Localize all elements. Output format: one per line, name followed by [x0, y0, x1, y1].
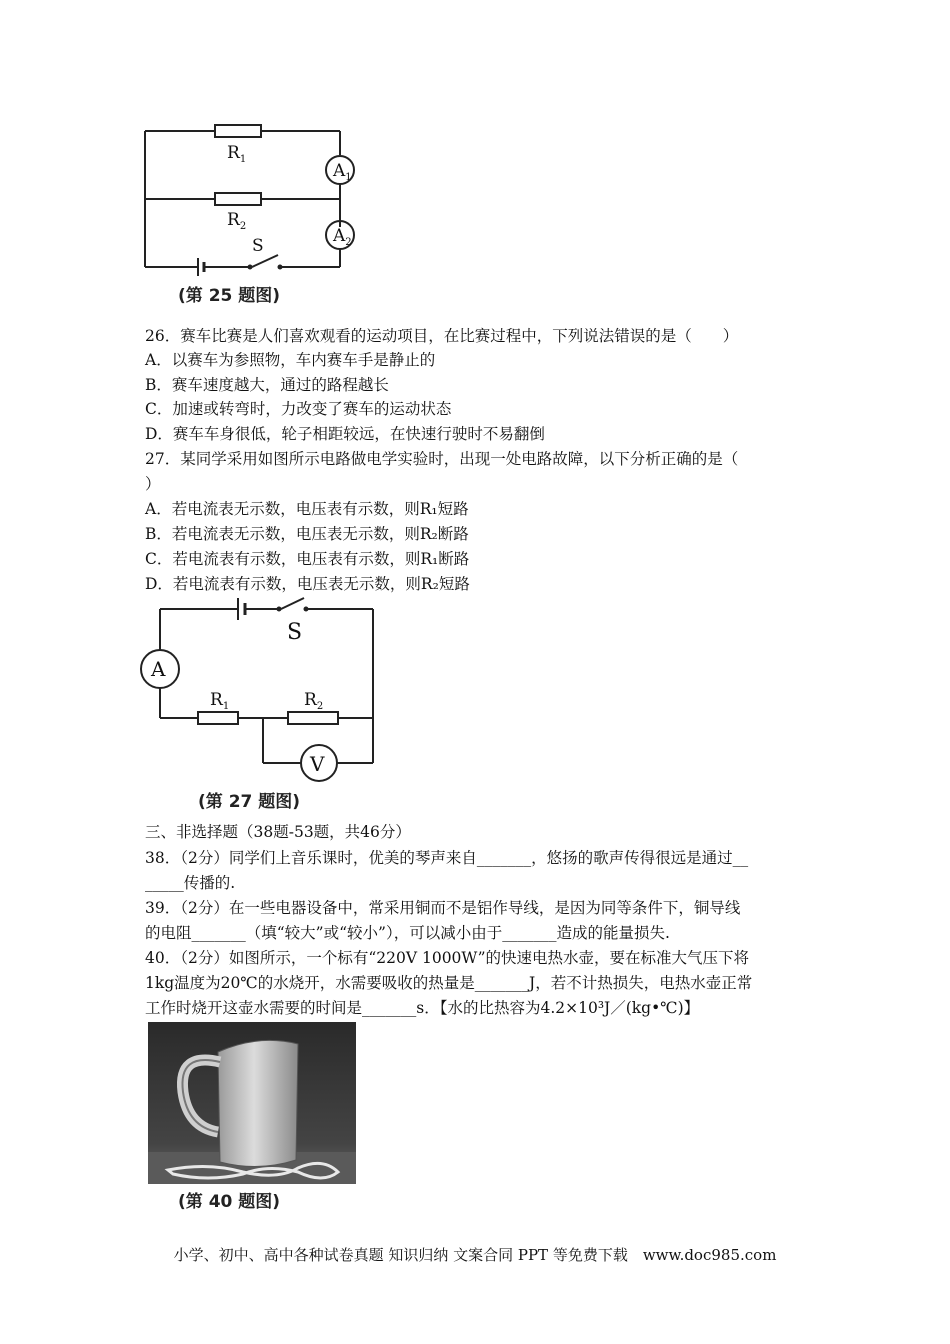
resistor-r2: [288, 712, 338, 724]
figure-40-caption: (第 40 题图): [178, 1192, 281, 1212]
svg-text:V: V: [310, 752, 325, 776]
svg-text:R1: $R_1$: [227, 143, 247, 165]
svg-text:A2: $A_2$: [333, 226, 352, 248]
figure-27-circuit: [138, 595, 398, 817]
svg-text:A1: $A_1$: [333, 161, 352, 183]
q26-stem: 26．赛车比赛是人们喜欢观看的运动项目，在比赛过程中，下列说法错误的是（ ）: [145, 327, 739, 345]
q27-option-b: B．若电流表无示数，电压表无示数，则R₂断路: [145, 525, 469, 543]
q40-line3: 工作时烧开这壶水需要的时间是_______s．【水的比热容为4.2×10³J／(kg•℃)】: [145, 999, 700, 1017]
kettle-body: [218, 1040, 298, 1166]
switch-s: [281, 598, 304, 609]
q26-option-d: D．赛车车身很低，轮子相距较远，在快速行驶时不易翻倒: [145, 425, 545, 443]
q38-line2: _____传播的.: [145, 874, 236, 892]
switch-s: [252, 255, 278, 267]
q40-line1: 40．（2分）如图所示，一个标有“220V 1000W”的快速电热水壶，要在标准大气压下将: [145, 949, 750, 967]
figure-25-caption: (第 25 题图): [178, 286, 281, 306]
svg-text:R2: $R_2$: [304, 690, 324, 712]
figure-25-circuit: [130, 115, 370, 315]
page-footer: 小学、初中、高中各种试卷真题 知识归纳 文案合同 PPT 等免费下载 www.doc985.com: [173, 1246, 777, 1264]
q27-stem-line1: 27．某同学采用如图所示电路做电学实验时，出现一处电路故障，以下分析正确的是（: [145, 450, 739, 468]
q27-option-d: D．若电流表有示数，电压表无示数，则R₂短路: [145, 575, 470, 593]
q27-option-c: C．若电流表有示数，电压表有示数，则R₁断路: [145, 550, 470, 568]
section-3-heading: 三、非选择题（38题-53题，共46分）: [145, 823, 411, 841]
svg-text:R1: $R_1$: [210, 690, 230, 712]
q27-stem-line2: ）: [145, 475, 161, 493]
resistor-r2: [215, 193, 261, 205]
q26-option-c: C．加速或转弯时，力改变了赛车的运动状态: [145, 400, 452, 418]
resistor-r1: [215, 125, 261, 137]
figure-40-kettle-photo: [148, 1022, 356, 1214]
q26-option-b: B．赛车速度越大，通过的路程越长: [145, 376, 389, 394]
q39-line1: 39．（2分）在一些电器设备中，常采用铜而不是铝作导线，是因为同等条件下，铜导线: [145, 899, 741, 917]
svg-text:S: S: [252, 236, 264, 256]
q27-option-a: A．若电流表无示数，电压表有示数，则R₁短路: [145, 500, 469, 518]
q26-option-a: A．以赛车为参照物，车内赛车手是静止的: [145, 351, 436, 369]
resistor-r1: [198, 712, 238, 724]
q40-line2: 1kg温度为20℃的水烧开，水需要吸收的热量是_______J，若不计热损失，电热水壶正常: [145, 974, 753, 992]
figure-27-caption: (第 27 题图): [198, 792, 301, 812]
svg-text:R2: $R_2$: [227, 210, 247, 232]
svg-text:A: A: [151, 657, 166, 681]
svg-text:S: S: [287, 620, 303, 645]
q38-line1: 38．（2分）同学们上音乐课时，优美的琴声来自_______，悠扬的歌声传得很远是通过__: [145, 849, 749, 867]
q39-line2: 的电阻_______（填“较大”或“较小”），可以减小由于_______造成的能量损失.: [145, 924, 670, 942]
